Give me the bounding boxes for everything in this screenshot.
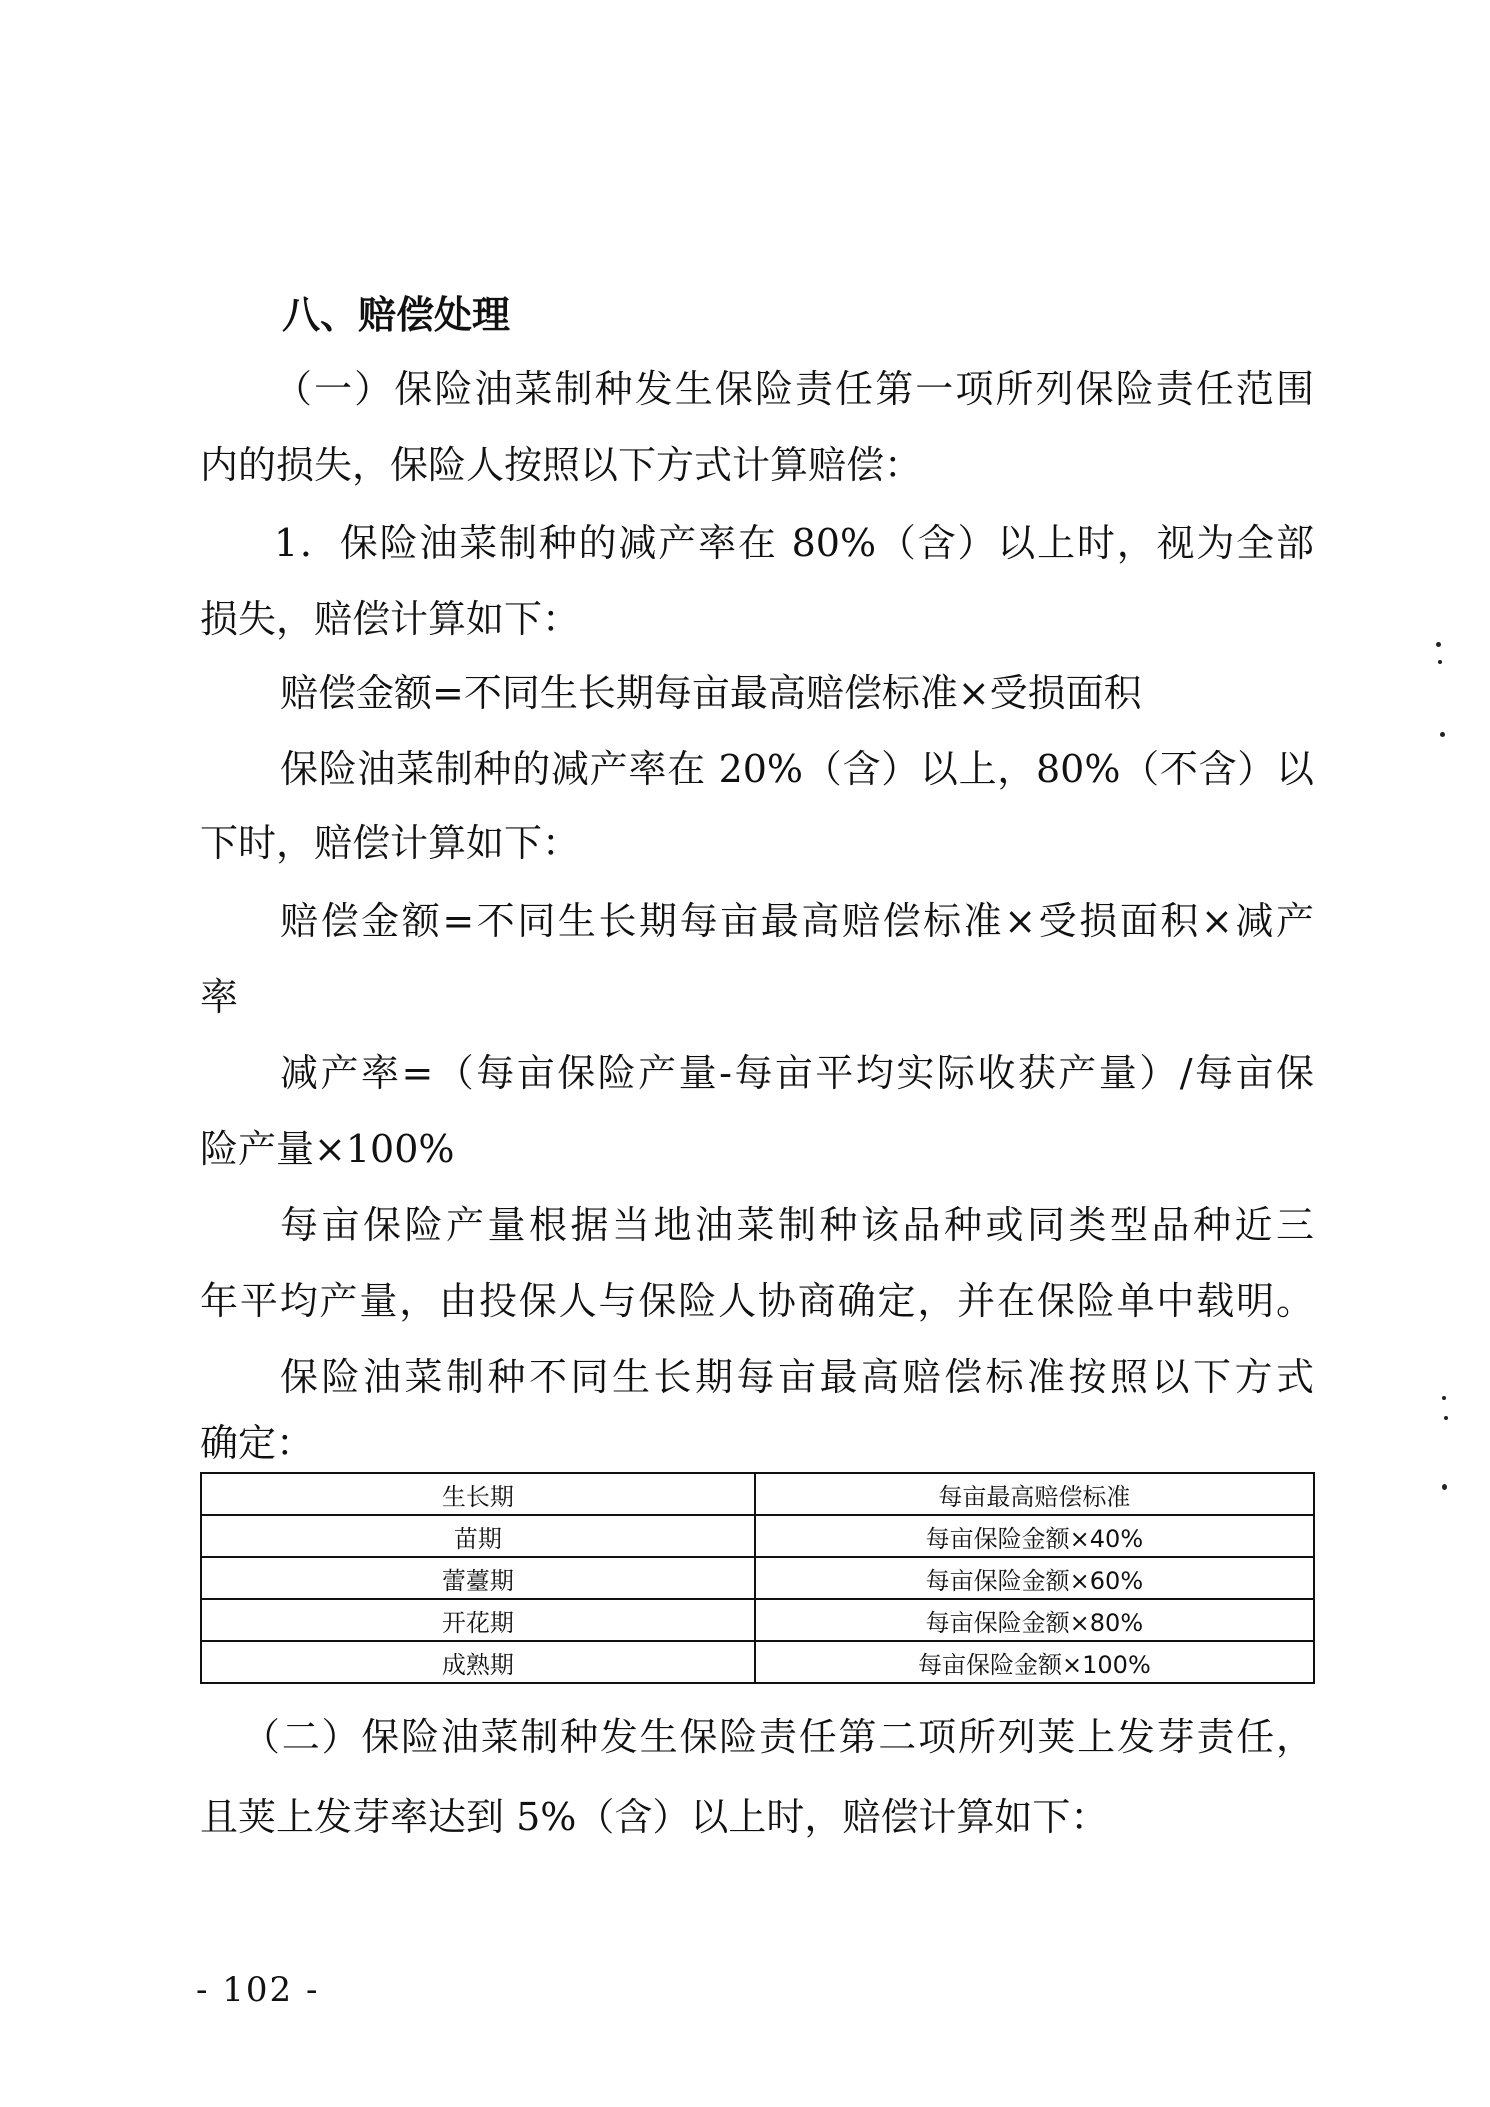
paragraph-4-line-2: 年平均产量，由投保人与保险人协商确定，并在保险单中载明。 bbox=[200, 1279, 1314, 1323]
formula-3-line-2: 险产量×100% bbox=[200, 1127, 455, 1171]
paragraph-5-line-2: 确定： bbox=[200, 1421, 315, 1465]
formula-1: 赔偿金额=不同生长期每亩最高赔偿标准×受损面积 bbox=[280, 671, 1142, 715]
table-row bbox=[201, 1557, 1314, 1599]
paragraph-1-line-2: 内的损失，保险人按照以下方式计算赔偿： bbox=[200, 443, 923, 487]
paragraph-1-line-1: （一）保险油菜制种发生保险责任第一项所列保险责任范围 bbox=[274, 367, 1314, 411]
table-header-cell: 每亩最高赔偿标准 bbox=[755, 1473, 1314, 1515]
page-number: - 102 - bbox=[196, 1970, 320, 2010]
table-cell-stage: 成熟期 bbox=[201, 1641, 755, 1683]
scan-speck bbox=[1440, 732, 1445, 737]
scan-speck bbox=[1442, 1396, 1446, 1400]
table-header-cell: 生长期 bbox=[201, 1473, 755, 1515]
paragraph-3-line-1: 保险油菜制种的减产率在 20%（含）以上，80%（不含）以 bbox=[280, 747, 1314, 791]
table-cell-standard: 每亩保险金额×60% bbox=[755, 1557, 1314, 1599]
paragraph-5-line-1: 保险油菜制种不同生长期每亩最高赔偿标准按照以下方式 bbox=[280, 1355, 1314, 1399]
table-cell-stage: 蕾薹期 bbox=[201, 1557, 755, 1599]
formula-2-line-2: 率 bbox=[200, 975, 239, 1019]
scan-speck bbox=[1444, 1416, 1448, 1420]
table-cell-standard: 每亩保险金额×40% bbox=[755, 1515, 1314, 1557]
table-row bbox=[201, 1515, 1314, 1557]
paragraph-2-line-2: 损失，赔偿计算如下： bbox=[200, 597, 581, 641]
formula-2-line-1: 赔偿金额=不同生长期每亩最高赔偿标准×受损面积×减产 bbox=[280, 899, 1314, 943]
paragraph-2-line-1: 1．保险油菜制种的减产率在 80%（含）以上时，视为全部 bbox=[274, 521, 1314, 565]
table-row bbox=[201, 1641, 1314, 1683]
table-cell-stage: 开花期 bbox=[201, 1599, 755, 1641]
scan-speck bbox=[1436, 642, 1441, 647]
formula-3-line-1: 减产率=（每亩保险产量-每亩平均实际收获产量）/每亩保 bbox=[280, 1051, 1314, 1095]
scan-speck bbox=[1442, 1484, 1447, 1490]
section-heading: 八、赔偿处理 bbox=[282, 293, 511, 337]
scan-speck bbox=[1438, 660, 1442, 664]
table-cell-stage: 苗期 bbox=[201, 1515, 755, 1557]
paragraph-6-line-2: 且荚上发芽率达到 5%（含）以上时，赔偿计算如下： bbox=[200, 1795, 1109, 1839]
table-header-row bbox=[201, 1473, 1314, 1515]
paragraph-3-line-2: 下时，赔偿计算如下： bbox=[200, 821, 581, 865]
paragraph-4-line-1: 每亩保险产量根据当地油菜制种该品种或同类型品种近三 bbox=[280, 1203, 1314, 1247]
table-cell-standard: 每亩保险金额×100% bbox=[755, 1641, 1314, 1683]
table-row bbox=[201, 1599, 1314, 1641]
table-cell-standard: 每亩保险金额×80% bbox=[755, 1599, 1314, 1641]
paragraph-6-line-1: （二）保险油菜制种发生保险责任第二项所列荚上发芽责任， bbox=[242, 1715, 1314, 1759]
compensation-standard-table bbox=[200, 1472, 1315, 1684]
